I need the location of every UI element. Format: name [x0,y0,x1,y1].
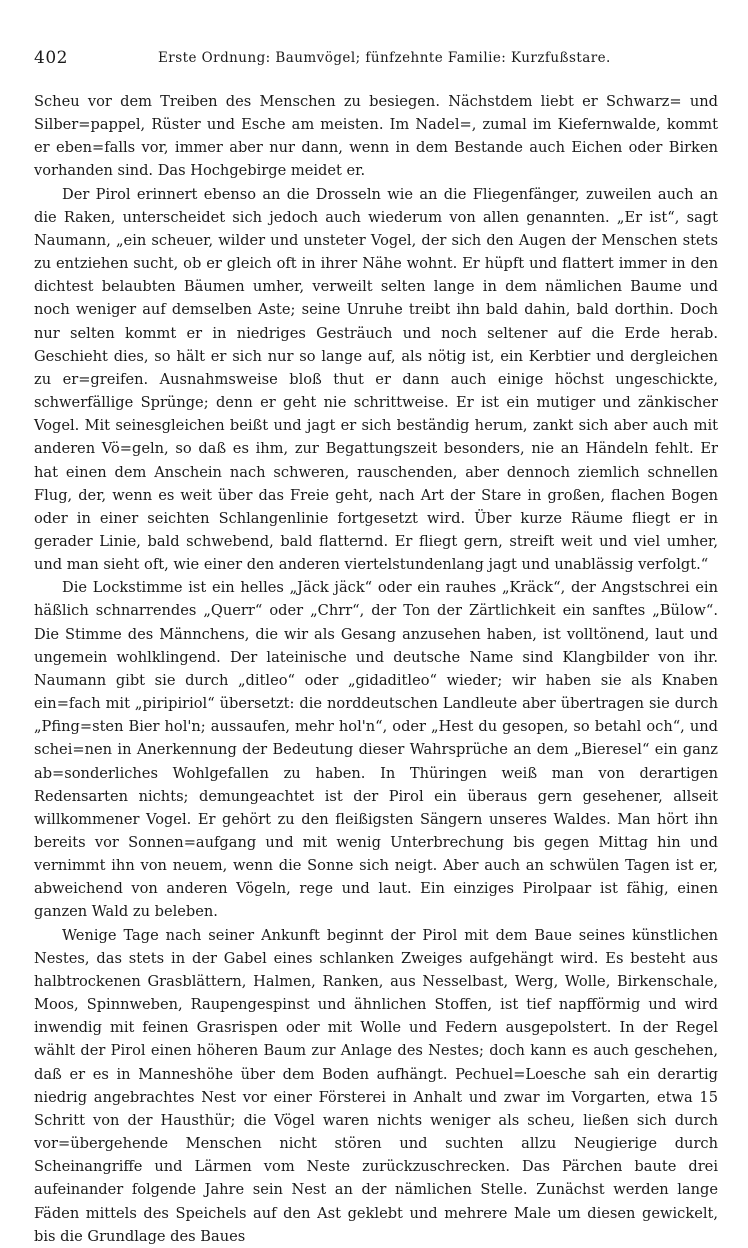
page-number: 402 [34,48,68,68]
paragraph: Die Lockstimme ist ein helles „Jäck jäck“ oder ein rauhes „Kräck“, der Angstschrei ein häßlich schnarrendes „Querr“ oder „Chrr“, der Ton der Zärtlichkeit ein sanftes „Bülow“. Die Stimme des Männchens, die wir als Gesang anzusehen haben, ist volltönend, laut und ungemein wohlklingend. Der lateinische und deutsche Name sind Klangbilder von ihr. Naumann gibt sie durch „ditleo“ oder „gidaditleo“ wieder; wir haben sie als Knaben ein=fach mit „piripiriol“ übersetzt: die norddeutschen Landleute aber übertragen sie durch „Pfing=sten Bier hol'n; aussaufen, mehr hol'n“, oder „Hest du gesopen, so betahl och“, und schei=nen in Anerkennung der Bedeutung dieser Wahrsprüche an dem „Bieresel“ ein ganz ab=sonderliches Wohlgefallen zu haben. In Thüringen weiß man von derartigen Redensarten nichts; demungeachtet ist der Pirol ein überaus gern gesehener, allseit willkommener Vogel. Er gehört zu den fleißigsten Sängern unseres Waldes. Man hört ihn bereits vor Sonnen=aufgang und mit wenig Unterbrechung bis gegen Mittag hin und vernimmt ihn von neuem, wenn die Sonne sich neigt. Aber auch an schwülen Tagen ist er, abweichend von anderen Vögeln, rege und laut. Ein einziges Pirolpaar ist fähig, einen ganzen Wald zu beleben. [34,579,718,921]
page-header [34,46,724,74]
paragraph: Scheu vor dem Treiben des Menschen zu besiegen. Nächstdem liebt er Schwarz= und Silber=pappel, Rüster und Esche am meisten. Im Nadel=, zumal im Kiefernwalde, kommt er eben=falls vor, immer aber nur dann, wenn in dem Bestande auch Eichen oder Birken vorhanden sind. Das Hochgebirge meidet er. [34,93,718,180]
text-body [34,90,718,1248]
paragraph: Wenige Tage nach seiner Ankunft beginnt der Pirol mit dem Baue seines künstlichen Nestes, das stets in der Gabel eines schlanken Zweiges aufgehängt wird. Es besteht aus halbtrockenen Grasblättern, Halmen, Ranken, aus Nesselbast, Werg, Wolle, Birkenschale, Moos, Spinnweben, Raupengespinst und ähnlichen Stoffen, ist tief napfförmig und wird inwendig mit feinen Grasrispen oder mit Wolle und Federn ausgepolstert. In der Regel wählt der Pirol einen höheren Baum zur Anlage des Nestes; doch kann es auch geschehen, daß er es in Manneshöhe über dem Boden aufhängt. Pechuel=Loesche sah ein derartig niedrig angebrachtes Nest vor einer Försterei in Anhalt und zwar im Vorgarten, etwa 15 Schritt von der Hausthür; die Vögel waren nichts weniger als scheu, ließen sich durch vor=übergehende Menschen nicht stören und suchten allzu Neugierige durch Scheinangriffe und Lärmen vom Neste zurückzuschrecken. Das Pärchen baute drei aufeinander folgende Jahre sein Nest an der nämlichen Stelle. Zunächst werden lange Fäden mittels des Speichels auf den Ast geklebt und mehrere Male um diesen gewickelt, bis die Grundlage des Baues [34,926,718,1245]
running-title: Erste Ordnung: Baumvögel; fünfzehnte Familie: Kurzfußstare. [158,50,611,66]
paragraph: Der Pirol erinnert ebenso an die Drosseln wie an die Fliegenfänger, zuweilen auch an die Raken, unterscheidet sich jedoch auch wiederum von allen genannten. „Er ist“, sagt Naumann, „ein scheuer, wilder und unsteter Vogel, der sich den Augen der Menschen stets zu entziehen sucht, ob er gleich oft in ihrer Nähe wohnt. Er hüpft und flattert immer in den dichtest belaubten Bäumen umher, verweilt selten lange in dem nämlichen Baume und noch weniger auf demselben Aste; seine Unruhe treibt ihn bald dahin, bald dorthin. Doch nur selten kommt er in niedriges Gesträuch und noch seltener auf die Erde herab. Geschieht dies, so hält er sich nur so lange auf, als nötig ist, ein Kerbtier und dergleichen zu er=greifen. Ausnahmsweise bloß thut er dann auch einige höchst ungeschickte, schwerfällige Sprünge; denn er geht nie schrittweise. Er ist ein mutiger und zänkischer Vogel. Mit seinesgleichen beißt und jagt er sich beständig herum, zankt sich aber auch mit anderen Vö=geln, so daß es ihm, zur Begattungszeit besonders, nie an Händeln fehlt. Er hat einen dem Anschein nach schweren, rauschenden, aber dennoch ziemlich schnellen Flug, der, wenn es weit über das Freie geht, nach Art der Stare in großen, flachen Bogen oder in einer seichten Schlangenlinie fortgesetzt wird. Über kurze Räume fliegt er in gerader Linie, bald schwebend, bald flatternd. Er fliegt gern, streift weit und viel umher, und man sieht oft, wie einer den anderen viertelstundenlang jagt und unablässig verfolgt.“ [34,185,718,574]
